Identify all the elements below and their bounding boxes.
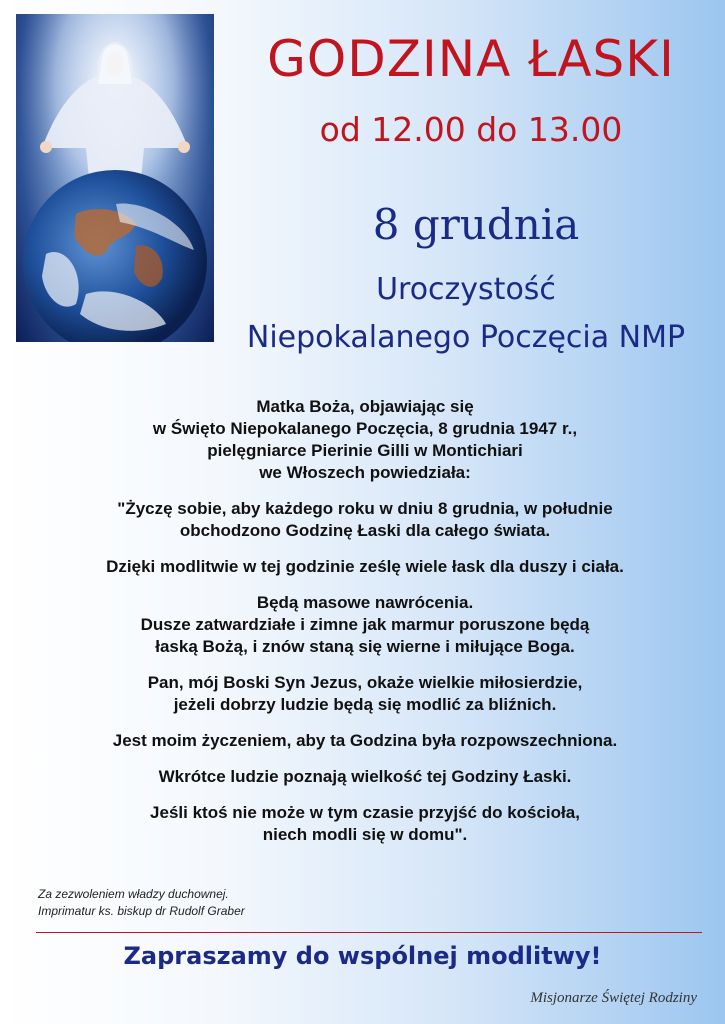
madonna-earth-picture (16, 14, 214, 342)
quote-paragraph-4 (20, 672, 710, 716)
event-date: 8 grudnia (372, 200, 580, 249)
quote-paragraph-5 (20, 730, 710, 752)
quote-line: obchodzono Godzinę Łaski dla całego świata. (179, 521, 551, 540)
quote-line: łaską Bożą, i znów staną się wierne i miłujące Boga. (155, 637, 575, 656)
quote-line: Jeśli ktoś nie może w tym czasie przyjść do kościoła, (150, 803, 580, 822)
intro-line: w Święto Niepokalanego Poczęcia, 8 grudnia 1947 r., (152, 419, 578, 438)
imprimatur-line: Imprimatur ks. biskup dr Rudolf Graber (38, 904, 245, 918)
imprimatur-line: Za zezwoleniem władzy duchownej. (38, 887, 229, 901)
intro-paragraph (20, 396, 710, 484)
quote-line: Dzięki modlitwie w tej godzinie ześlę wiele łask dla duszy i ciała. (106, 557, 624, 576)
time-range: od 12.00 do 13.00 (319, 110, 623, 149)
quote-line: jeżeli dobrzy ludzie będą się modlić za bliźnich. (173, 695, 557, 714)
invitation-text: Zapraszamy do wspólnej modlitwy! (123, 942, 602, 970)
intro-line: Matka Boża, objawiając się (256, 397, 474, 416)
quote-paragraph-3 (20, 592, 710, 658)
quote-line: niech modli się w domu". (262, 825, 468, 844)
quote-paragraph-1 (20, 498, 710, 542)
quote-line: Dusze zatwardziałe i zimne jak marmur poruszone będą (140, 615, 590, 634)
signature: Misjonarze Świętej Rodziny (530, 990, 697, 1006)
intro-line: we Włoszech powiedziała: (259, 463, 471, 482)
imprimatur-note (38, 886, 438, 920)
feast-name-line1: Uroczystość (376, 272, 556, 307)
quote-line: "Życzę sobie, aby każdego roku w dniu 8 grudnia, w południe (117, 499, 613, 518)
quote-paragraph-6 (20, 766, 710, 788)
quote-paragraph-2 (20, 556, 710, 578)
feast-name-line2: Niepokalanego Poczęcia NMP (246, 320, 686, 355)
quote-line: Jest moim życzeniem, aby ta Godzina była rozpowszechniona. (112, 731, 618, 750)
message-body (20, 396, 710, 846)
page-title: GODZINA ŁASKI (267, 30, 675, 88)
quote-line: Pan, mój Boski Syn Jezus, okaże wielkie miłosierdzie, (147, 673, 583, 692)
quote-line: Będą masowe nawrócenia. (256, 593, 474, 612)
intro-line: pielęgniarce Pierinie Gilli w Montichiari (207, 441, 523, 460)
quote-paragraph-7 (20, 802, 710, 846)
quote-line: Wkrótce ludzie poznają wielkość tej Godziny Łaski. (158, 767, 572, 786)
divider (36, 932, 702, 933)
